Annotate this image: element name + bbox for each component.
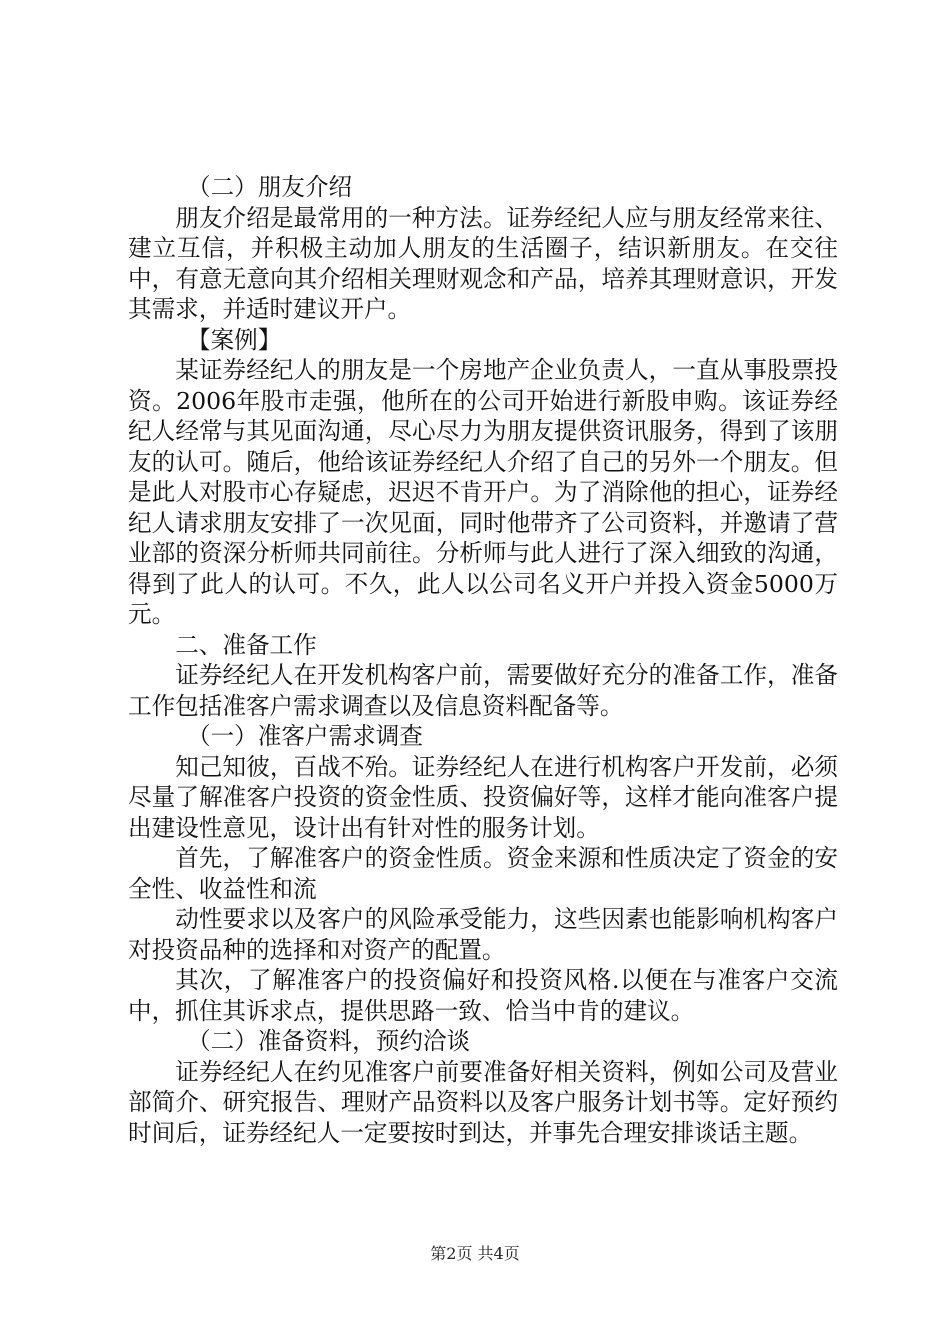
- paragraph-fund-nature: 首先，了解准客户的资金性质。资金来源和性质决定了资金的安全性、收益性和流: [128, 844, 838, 903]
- subheading-prepare-materials: （二）准备资料，预约洽谈: [187, 1027, 471, 1055]
- document-body: [128, 172, 838, 1148]
- subheading-needs-survey: （一）准客户需求调查: [187, 722, 423, 750]
- paragraph-liquidity: 动性要求以及客户的风险承受能力，这些因素也能影响机构客户对投资品种的选择和对资产的配置。: [128, 905, 838, 964]
- page-number-footer: 第2页 共4页: [430, 1244, 520, 1263]
- paragraph-case: 某证券经纪人的朋友是一个房地产企业负责人，一直从事股票投资。2006年股市走强，他所在的公司开始进行新股申购。该证券经纪人经常与其见面沟通，尽心尽力为朋友提供资讯服务，得到了该朋友的认可。随后，他给该证券经纪人介绍了自己的另外一个朋友。但是此人对股市心存疑虑，迟迟不肯开户。为了消除他的担心，证券经纪人请求朋友安排了一次见面，同时他带齐了公司资料，并邀请了营业部的资深分析师共同前往。分析师与此人进行了深入细致的沟通，得到了此人的认可。不久，此人以公司名义开户并投入资金5000万元。: [128, 356, 838, 628]
- case-label: 【案例】: [187, 325, 282, 354]
- heading-preparation: 二、准备工作: [175, 630, 317, 659]
- paragraph-friend-referral: 朋友介绍是最常用的一种方法。证券经纪人应与朋友经常来往、建立互信，并积极主动加人朋友的生活圈子，结识新朋友。在交往中，有意无意向其介绍相关理财观念和产品，培养其理财意识，开发其需求，并适时建议开户。: [128, 203, 838, 323]
- paragraph-investment-preference: 其次，了解准客户的投资偏好和投资风格.以便在与准客户交流中，抓住其诉求点，提供思路一致、恰当中肯的建议。: [128, 966, 838, 1025]
- paragraph-needs-survey: 知己知彼，百战不殆。证券经纪人在进行机构客户开发前，必须尽量了解准客户投资的资金性质、投资偏好等，这样才能向准客户提出建设性意见，设计出有针对性的服务计划。: [128, 752, 838, 842]
- subheading-friend-referral: （二）朋友介绍: [187, 173, 353, 201]
- paragraph-prepare-materials: 证券经纪人在约见准客户前要准备好相关资料，例如公司及营业部简介、研究报告、理财产品资料以及客户服务计划书等。定好预约时间后，证券经纪人一定要按时到达，并事先合理安排谈话主题。: [128, 1057, 838, 1147]
- paragraph-preparation: 证券经纪人在开发机构客户前，需要做好充分的准备工作，准备工作包括准客户需求调查以及信息资料配备等。: [128, 661, 838, 720]
